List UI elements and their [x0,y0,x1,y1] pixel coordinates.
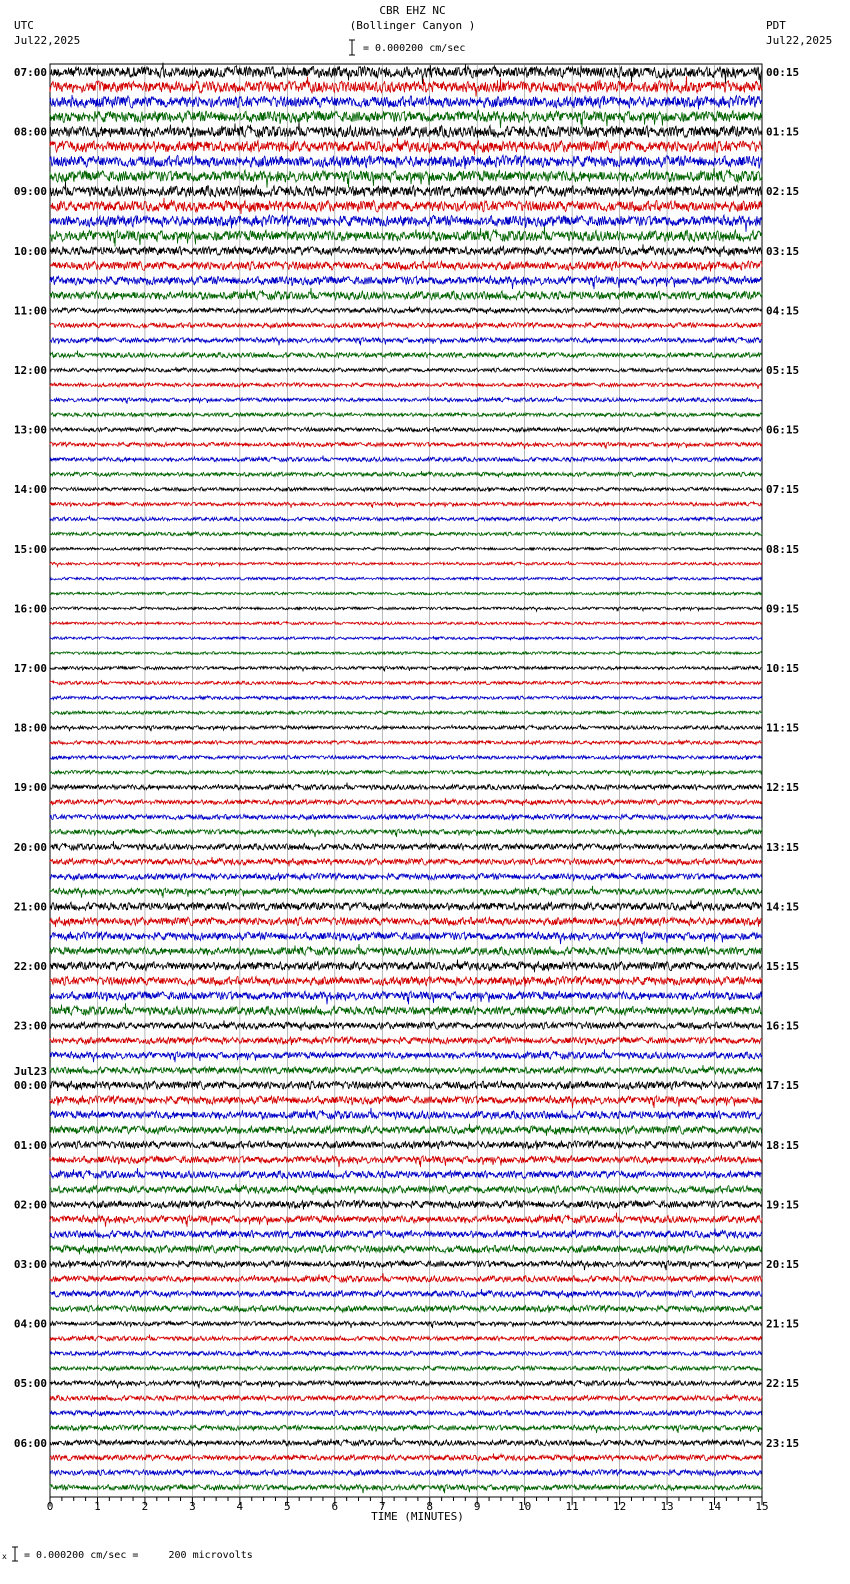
trace-line [50,1438,762,1446]
pdt-hour-label: 11:15 [766,721,800,735]
trace-line [50,900,762,910]
trace-line [50,1141,762,1150]
pdt-hour-label: 23:15 [766,1436,800,1450]
utc-hour-label: 06:00 [13,1436,47,1450]
utc-hour-label: 08:00 [13,125,47,139]
x-tick-label: 15 [755,1500,769,1513]
trace-line [50,412,762,418]
trace-line [50,307,762,315]
trace-line [50,1081,762,1091]
x-tick-label: 8 [426,1500,434,1513]
trace-line [50,1335,762,1341]
trace-line [50,1155,762,1167]
x-tick-label: 4 [236,1500,244,1513]
trace-line [50,168,762,188]
pdt-hour-label: 19:15 [766,1198,800,1212]
trace-line [50,111,762,129]
trace-line [50,1003,762,1015]
pdt-hour-label: 09:15 [766,602,800,616]
trace-line [50,531,762,537]
trace-line [50,182,762,197]
trace-line [50,755,762,760]
trace-line [50,1410,762,1416]
pdt-hour-label: 16:15 [766,1019,800,1033]
trace-line [50,873,762,881]
utc-hour-label: 19:00 [13,781,47,795]
trace-line [50,1020,762,1030]
x-tick-label: 3 [189,1500,196,1513]
trace-line [50,63,762,85]
utc-hour-label: 17:00 [13,662,47,675]
trace-line [50,917,762,927]
footer-scale-label: = 0.000200 cm/sec = 200 microvolts [24,1550,253,1561]
trace-line [50,367,762,373]
utc-hour-label: 03:00 [13,1258,47,1271]
x-tick-label: 2 [141,1500,149,1513]
trace-line [50,841,762,850]
trace-line [50,976,762,986]
location-title: (Bollinger Canyon ) [349,19,476,32]
trace-line [50,740,762,746]
date-change-label: Jul23 [13,1065,47,1079]
trace-line [50,932,762,944]
trace-line [50,442,762,449]
svg-text:x: x [2,1552,7,1561]
utc-hour-label: 14:00 [13,483,47,497]
pdt-hour-label: 10:15 [766,662,800,675]
pdt-hour-label: 03:15 [766,244,800,258]
pdt-hour-label: 04:15 [766,304,800,318]
utc-hour-label: 21:00 [13,900,47,914]
x-tick-label: 9 [473,1500,481,1513]
pdt-hour-label: 13:15 [766,840,800,854]
utc-hour-label: 00:00 [13,1079,47,1093]
pdt-hour-label: 01:15 [766,125,800,139]
trace-line [50,1200,762,1209]
pdt-hour-label: 15:15 [766,960,800,973]
trace-line [50,592,762,595]
trace-line [50,1350,762,1357]
trace-line [50,960,762,973]
utc-hour-label: 02:00 [13,1198,47,1212]
footer-scale-icon [2,1546,24,1564]
trace-line [50,138,762,155]
trace-line [50,1096,762,1108]
trace-line [50,1213,762,1227]
trace-line [50,261,762,271]
trace-line [50,1124,762,1136]
trace-line [50,1484,762,1493]
trace-line [50,666,762,672]
trace-line [50,244,762,257]
trace-line [50,396,762,404]
trace-line [50,226,762,246]
x-tick-label: 0 [46,1500,54,1513]
trace-line [50,155,762,169]
x-tick-label: 5 [284,1500,291,1513]
pdt-hour-label: 22:15 [766,1377,800,1391]
utc-hour-label: 20:00 [13,840,47,854]
trace-line [50,1470,762,1477]
utc-hour-label: 05:00 [13,1377,47,1391]
trace-line [50,1245,762,1254]
trace-line [50,828,762,837]
trace-line [50,783,762,790]
trace-line [50,724,762,731]
trace-line [50,288,762,300]
x-tick-label: 1 [94,1500,101,1513]
utc-hour-label: 18:00 [13,721,47,735]
trace-line [50,198,762,214]
utc-hour-label: 07:00 [13,66,47,79]
trace-line [50,1379,762,1389]
trace-line [50,471,762,478]
pdt-hour-label: 18:15 [766,1138,800,1152]
trace-line [50,944,762,955]
trace-line [50,1108,762,1119]
trace-line [50,991,762,1005]
trace-line [50,1321,762,1328]
utc-hour-label: 11:00 [13,304,47,318]
pdt-hour-label: 02:15 [766,185,800,199]
trace-line [50,1065,762,1074]
trace-line [50,695,762,700]
trace-line [50,276,762,289]
trace-line [50,798,762,806]
trace-line [50,576,762,580]
pdt-hour-label: 06:15 [766,423,800,437]
trace-line [50,1453,762,1461]
x-tick-label: 14 [707,1500,722,1513]
trace-line [50,652,762,655]
trace-line [50,383,762,389]
utc-label: UTC [14,19,34,32]
trace-line [50,122,762,138]
trace-line [50,621,762,625]
scale-label: = 0.000200 cm/sec [363,43,466,54]
utc-hour-label: 01:00 [13,1138,47,1152]
trace-line [50,323,762,329]
trace-line [50,501,762,507]
trace-line [50,1049,762,1062]
utc-hour-label: 23:00 [13,1019,47,1033]
x-tick-label: 11 [565,1500,579,1513]
trace-line [50,814,762,820]
pdt-label: PDT [766,19,786,32]
trace-line [50,770,762,776]
trace-line [50,561,762,566]
trace-line [50,1184,762,1195]
utc-hour-label: 13:00 [13,423,47,437]
utc-hour-label: 10:00 [13,244,47,258]
trace-line [50,215,762,232]
trace-line [50,680,762,685]
pdt-hour-label: 12:15 [766,781,800,795]
trace-line [50,1366,762,1372]
trace-line [50,95,762,110]
utc-hour-label: 04:00 [13,1317,47,1331]
utc-hour-label: 16:00 [13,602,47,616]
trace-line [50,1425,762,1433]
pdt-hour-label: 14:15 [766,900,800,914]
trace-line [50,456,762,462]
utc-hour-label: 15:00 [13,542,47,556]
x-axis-label: TIME (MINUTES) [371,1510,464,1523]
pdt-hour-label: 21:15 [766,1317,800,1331]
utc-hour-label: 09:00 [13,185,47,199]
trace-line [50,1394,762,1401]
utc-date: Jul22,2025 [14,34,81,47]
pdt-hour-label: 05:15 [766,364,800,377]
trace-line [50,1229,762,1239]
x-tick-label: 7 [378,1500,386,1513]
x-tick-label: 10 [518,1500,532,1513]
x-tick-label: 6 [331,1500,339,1513]
trace-line [50,711,762,715]
pdt-date: Jul22,2025 [766,34,833,47]
trace-line [50,337,762,346]
trace-line [50,487,762,492]
utc-hour-label: 12:00 [13,364,47,377]
trace-line [50,351,762,358]
trace-line [50,636,762,640]
trace-line [50,547,762,550]
utc-hour-label: 22:00 [13,960,47,973]
pdt-hour-label: 08:15 [766,542,800,556]
pdt-hour-label: 20:15 [766,1258,800,1271]
trace-line [50,1037,762,1045]
trace-line [50,607,762,611]
trace-line [50,427,762,432]
x-tick-label: 13 [660,1500,674,1513]
trace-line [50,886,762,898]
pdt-hour-label: 00:15 [766,66,800,79]
trace-line [50,1305,762,1313]
trace-line [50,1261,762,1271]
trace-line [50,76,762,96]
trace-line [50,1273,762,1282]
trace-line [50,1289,762,1298]
pdt-hour-label: 07:15 [766,483,800,497]
trace-line [50,857,762,866]
x-tick-label: 12 [612,1500,627,1513]
station-title: CBR EHZ NC [379,4,446,17]
trace-line [50,516,762,521]
pdt-hour-label: 17:15 [766,1079,800,1093]
trace-line [50,1168,762,1179]
